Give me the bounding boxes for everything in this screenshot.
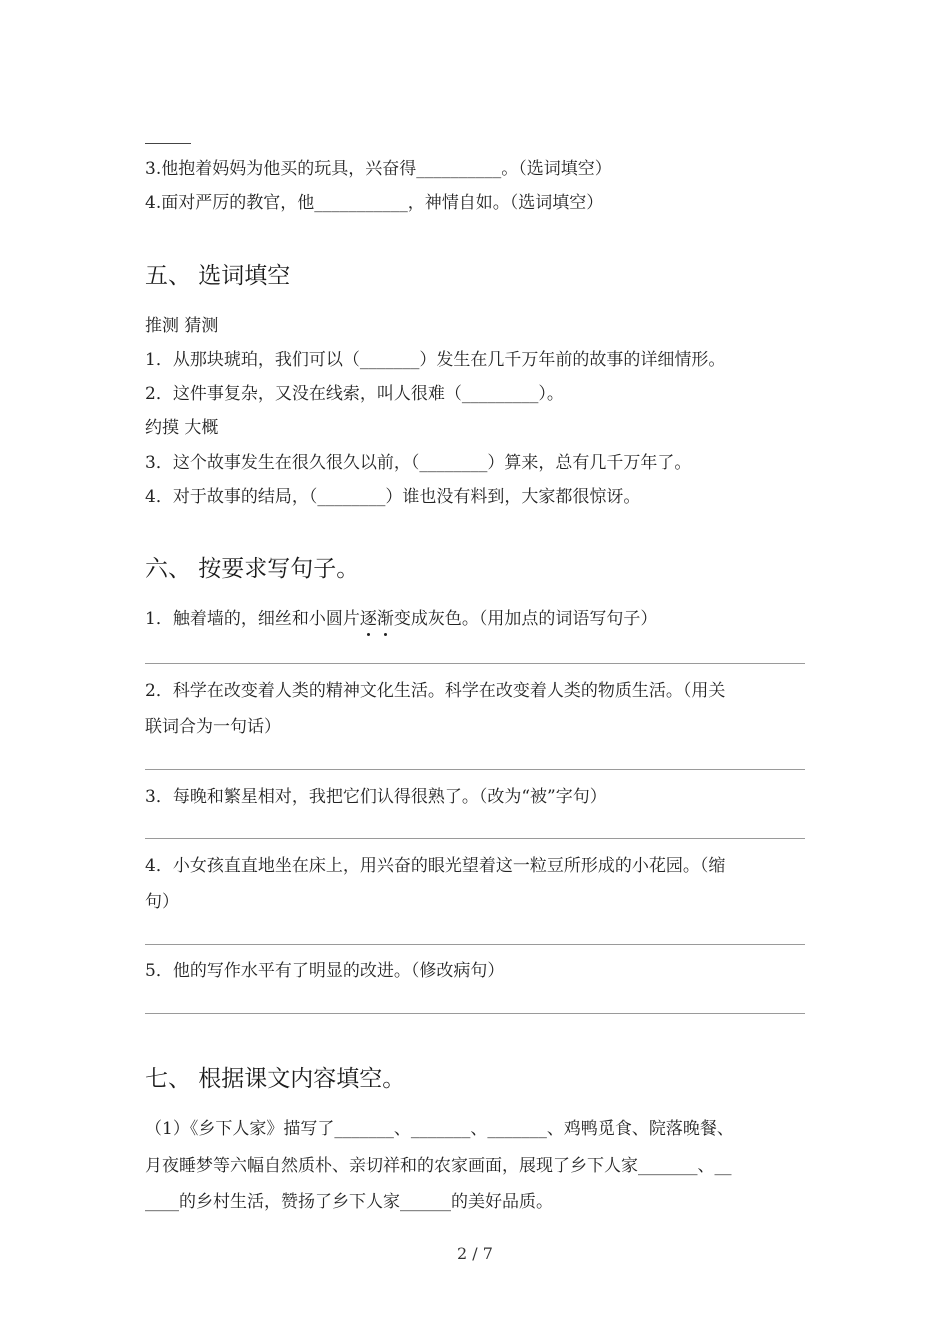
section7-line-3: ____的乡村生活，赞扬了乡下人家______的美好品质。 bbox=[145, 1192, 553, 1212]
answer-line-2[interactable] bbox=[145, 769, 805, 770]
dotted-character: 逐 bbox=[359, 609, 377, 629]
section7-title: 七、 根据课文内容填空。 bbox=[145, 1066, 406, 1092]
section7-line-1: （1）《乡下人家》描写了_______、_______、_______、鸡鸭觅食、院落晚餐、 bbox=[145, 1119, 734, 1139]
question-1-suffix: 变成灰色。（用加点的词语写句子） bbox=[393, 609, 658, 629]
answer-line-4[interactable] bbox=[145, 944, 805, 945]
answer-line-3[interactable] bbox=[145, 838, 805, 839]
section5-word-pair-2: 约摸 大概 bbox=[145, 418, 219, 438]
section6-question-4-line-2: 句） bbox=[145, 892, 179, 912]
question-1-prefix: 1．触着墙的，细丝和小圆片 bbox=[145, 609, 360, 629]
section5-question-2: 2．这件事复杂，又没在线索，叫人很难（_________）。 bbox=[145, 384, 564, 404]
section4-question-4: 4.面对严厉的教官，他___________，神情自如。（选词填空） bbox=[145, 193, 604, 213]
section4-question-3: 3.他抱着妈妈为他买的玩具，兴奋得__________。（选词填空） bbox=[145, 159, 612, 179]
section6-question-4-line-1: 4．小女孩直直地坐在床上，用兴奋的眼光望着这一粒豆所形成的小花园。（缩 bbox=[145, 856, 726, 876]
answer-blank-top bbox=[145, 143, 191, 144]
section5-question-4: 4．对于故事的结局，（________）谁也没有料到，大家都很惊讶。 bbox=[145, 487, 641, 507]
answer-line-1[interactable] bbox=[145, 663, 805, 664]
section6-question-1 bbox=[145, 608, 657, 630]
section5-question-1: 1．从那块琥珀，我们可以（_______）发生在几千万年前的故事的详细情形。 bbox=[145, 350, 726, 370]
section6-question-2-line-2: 联词合为一句话） bbox=[145, 717, 281, 737]
section5-question-3: 3．这个故事发生在很久很久以前，（________）算来，总有几千万年了。 bbox=[145, 453, 692, 473]
section7-line-2: 月夜睡梦等六幅自然质朴、亲切祥和的农家画面，展现了乡下人家_______、__ bbox=[145, 1156, 732, 1176]
section6-question-2-line-1: 2．科学在改变着人类的精神文化生活。科学在改变着人类的物质生活。（用关 bbox=[145, 681, 726, 701]
answer-line-5[interactable] bbox=[145, 1013, 805, 1014]
section5-word-pair-1: 推测 猜测 bbox=[145, 316, 219, 336]
section6-title: 六、 按要求写句子。 bbox=[145, 556, 360, 582]
section5-title: 五、 选词填空 bbox=[145, 263, 291, 289]
page-number: 2 / 7 bbox=[457, 1244, 493, 1263]
dotted-character: 渐 bbox=[376, 609, 394, 629]
section6-question-5: 5．他的写作水平有了明显的改进。（修改病句） bbox=[145, 961, 505, 981]
section6-question-3: 3．每晚和繁星相对，我把它们认得很熟了。（改为“被”字句） bbox=[145, 787, 607, 807]
